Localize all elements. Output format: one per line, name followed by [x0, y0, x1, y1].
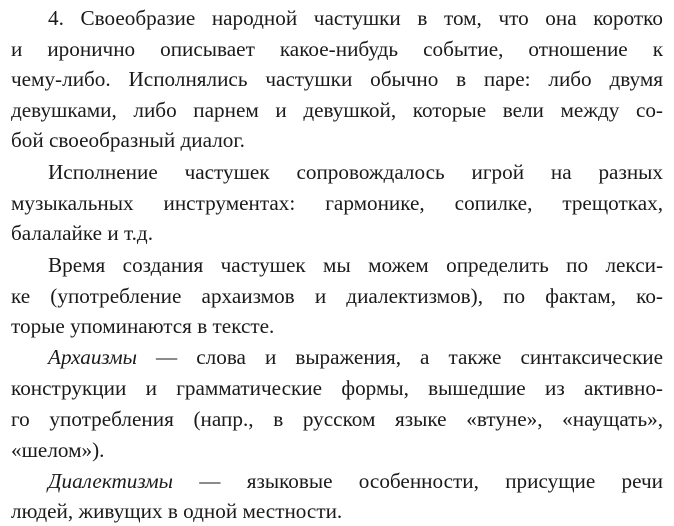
- paragraph-3-line-2: ке (употребление архаизмов и диалектизмов), по фактам, ко-: [11, 284, 663, 308]
- paragraph-3-line-1: Время создания частушек мы можем определить по лекси-: [48, 253, 663, 277]
- paragraph-4-line-4: «шелом»).: [11, 438, 105, 462]
- paragraph-1-line-5: бой своеобразный диалог.: [11, 128, 245, 152]
- paragraph-2-line-3: балалайке и т.д.: [11, 221, 153, 245]
- paragraph-1-line-4: девушками, либо парнем и девушкой, которые вели между со-: [11, 98, 663, 122]
- paragraph-4-line-1: [48, 342, 663, 372]
- paragraph-4-line-3: го употребления (напр., в русском языке «втуне», «наущать»,: [11, 407, 663, 431]
- paragraph-4-line-2: конструкции и грамматические формы, вышедшие из активно-: [11, 376, 663, 400]
- definition-archaisms: — слова и выражения, а также синтаксические: [137, 345, 663, 369]
- paragraph-5-line-1: [48, 466, 663, 496]
- paragraph-1-line-1: 4. Своеобразие народной частушки в том, что она коротко: [48, 6, 663, 30]
- paragraph-3-line-3: торые упоминаются в тексте.: [11, 314, 275, 338]
- paragraph-1-line-2: и иронично описывает какое-нибудь событие, отношение к: [11, 37, 663, 61]
- definition-dialectisms: — языковые особенности, присущие речи: [172, 469, 663, 493]
- paragraph-2-line-1: Исполнение частушек сопровождалось игрой на разных: [48, 160, 663, 184]
- paragraph-5-line-2: людей, живущих в одной местности.: [11, 499, 343, 523]
- paragraph-2-line-2: музыкальных инструментах: гармонике, сопилке, трещотках,: [11, 191, 663, 215]
- term-archaisms: Архаизмы: [48, 345, 138, 369]
- term-dialectisms: Диалектизмы: [48, 469, 173, 493]
- paragraph-1-line-3: чему-либо. Исполнялись частушки обычно в паре: либо двумя: [11, 67, 663, 91]
